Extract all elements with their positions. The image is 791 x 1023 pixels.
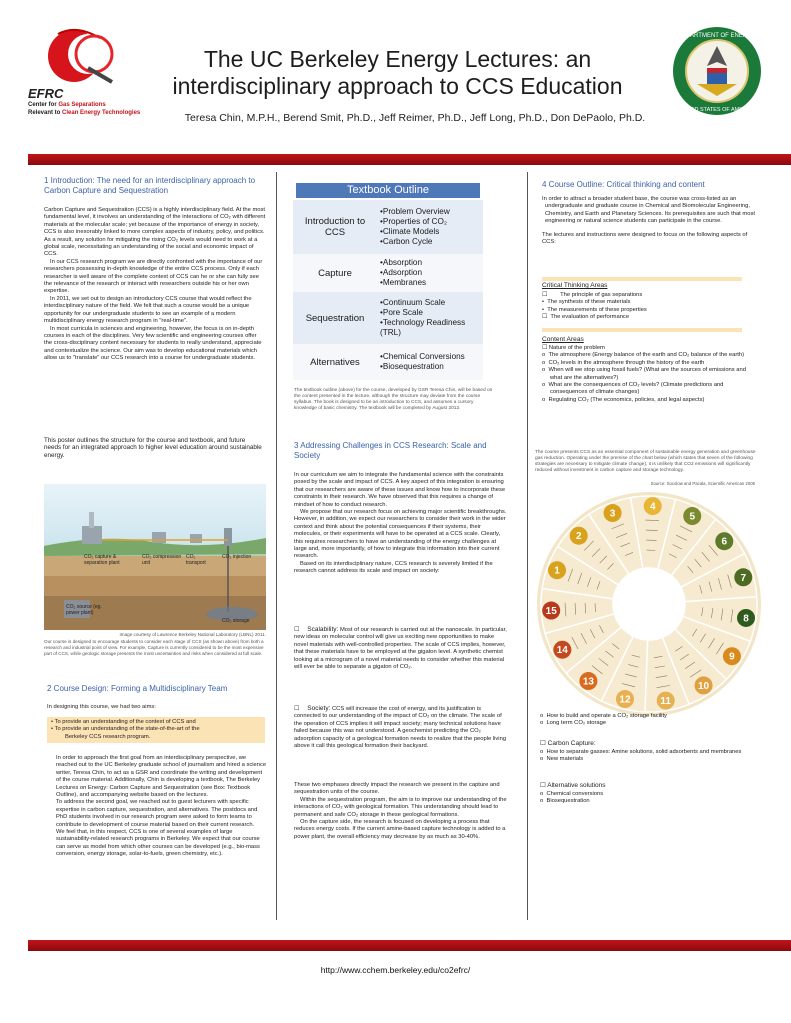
list-item: ☐ The principle of gas separations bbox=[542, 292, 643, 298]
content-areas-title: Content Areas bbox=[542, 336, 584, 343]
seal-text-top: DEPARTMENT OF ENERGY bbox=[678, 33, 756, 39]
section-1-title: 1 Introduction: The need for an interdisciplinary approach to Carbon Capture and Sequestration bbox=[44, 176, 256, 195]
list-item: o How to build and operate a CO₂ storage facility bbox=[540, 713, 667, 719]
wedge-number: 7 bbox=[740, 572, 747, 584]
table-row bbox=[293, 254, 483, 292]
table-category: Capture bbox=[293, 254, 377, 292]
diagram-label-storage: CO₂ storage bbox=[222, 618, 250, 624]
section-2-title: 2 Course Design: Forming a Multidisciplinary Team bbox=[47, 684, 228, 693]
diagram-credit: Image courtesy of Lawrence Berkeley National Laboratory (LBNL) 2011. bbox=[119, 632, 266, 637]
list-item: o Regulating CO₂ (The economics, policies, and legal aspects) bbox=[542, 396, 705, 403]
efrc-logo-text: EFRC bbox=[28, 86, 64, 101]
wedge-number: 11 bbox=[660, 696, 672, 708]
wedge-number: 8 bbox=[743, 613, 749, 625]
alternative-solutions-title: ☐ Alternative solutions bbox=[540, 782, 606, 789]
ccs-process-diagram bbox=[44, 484, 266, 630]
list-item: • The synthesis of these materials bbox=[542, 299, 631, 306]
storage-list bbox=[540, 713, 755, 728]
section-4-title: 4 Course Outline: Critical thinking and content bbox=[542, 180, 705, 189]
carbon-capture-list bbox=[540, 749, 755, 764]
textbook-outline-header: Textbook Outline bbox=[296, 183, 480, 198]
wedge-source: Source: Socolow and Pacala, Scientific American 2006 bbox=[650, 481, 755, 486]
wedge-number: 9 bbox=[729, 651, 735, 663]
top-red-bar bbox=[28, 154, 791, 165]
table-row bbox=[293, 200, 483, 254]
section-3-title: 3 Addressing Challenges in CCS Research: Scale and Society bbox=[294, 441, 487, 460]
stabilization-wedge-chart bbox=[535, 490, 763, 718]
table-items: •Chemical Conversions •Biosequestration bbox=[377, 344, 483, 380]
seal-text-bottom: UNITED STATES OF AMERICA bbox=[677, 107, 757, 113]
poster-authors: Teresa Chin, M.P.H., Berend Smit, Ph.D., Jeff Reimer, Ph.D., Jeff Long, Ph.D., Don DePaolo, Ph.D. bbox=[184, 112, 646, 124]
table-row bbox=[293, 292, 483, 344]
wedge-caption: The course presents CCS as an essential component of sustainable energy generation and greenhouse gas reduction. Operating under the premise of the chart below (which states that seven of the following strategies are necessary to mitigate climate change), it is unlikely that CO2 emissions will significantly reduced without investment in carbon capture and storage technology. bbox=[535, 450, 756, 473]
diagram-label-source: CO₂ source (eg. power plant) bbox=[66, 604, 102, 616]
wedge-number: 5 bbox=[689, 511, 696, 523]
content-areas-list bbox=[542, 345, 757, 404]
society-block: ☐ Society: CCS will increase the cost of energy, and its justification is connected to our understanding of the impact of CO₂ on the climate. The scale of the operation of CCS implies it will impact society; many technical solutions have failed because this was not understood. A geochemist predicting the CO₂ adsorption capacity of a geological formation needs to realize that the people living above it call this geological formation their backyard. bbox=[294, 705, 507, 750]
table-row bbox=[293, 344, 483, 380]
list-item: o New materials bbox=[540, 756, 584, 763]
diagram-label-capture: CO₂ capture & separation plant bbox=[84, 554, 120, 566]
list-item: o How to separate gasses: Amine solutions, solid adsorbents and membranes bbox=[540, 749, 742, 755]
wedge-number: 2 bbox=[575, 531, 582, 543]
footer-url[interactable]: http://www.cchem.berkeley.edu/co2efrc/ bbox=[320, 965, 471, 975]
wedge-number: 10 bbox=[697, 680, 710, 692]
doe-seal bbox=[672, 26, 762, 116]
wedge-number: 12 bbox=[619, 694, 631, 706]
alternative-solutions-list bbox=[540, 791, 755, 806]
scalability-block: ☐ Scalability: Most of our research is carried out at the nanoscale. In particular, new ideas on molecular control will give us exciting new opportunities to make novel materials with well-controlled properties. The scale of CCS implies, however, that these materials have to be employed at the gigaton level. A synthetic chemist looking at a microgram of a novel material needs to consider whether this material will ever be able to separate a gigaton of CO₂. bbox=[294, 626, 507, 671]
wedge-number: 13 bbox=[582, 676, 594, 688]
table-items: •Absorption •Adsorption •Membranes bbox=[377, 254, 483, 292]
section-2-body: In order to approach the first goal from an interdisciplinary perspective, we reached out to the UC Berkeley graduate school of journalism and hired a science writer, Teresa Chin, to act as a GSR and coordinate the writing and development of the course material. Additionally, Chin is developing a textbook, The Berkeley Lectures on Energy: Carbon Capture and Sequestration (see Box: Textbook Outline), and accompanying website based on the lectures. To address the second goal, we reached out to guest lecturers with specific expertise in carbon capture, sequestration, and alternatives. The postdocs and PhD students involved in our research program were asked to form teams to contribute to development of course material based on their current research. We feel that, in this respect, CCS is one of several examples of large sustainability-related research programs in Berkeley. We expect that our course can serve as model from which other courses can be developed (e.g., bio-mass conversion, energy storage, solar-to-fuels, green chemistry, etc.). bbox=[56, 755, 267, 858]
poster-title: The UC Berkeley Energy Lectures: an interdisciplinary approach to CCS Education bbox=[172, 46, 623, 99]
table-items: •Continuum Scale •Pore Scale •Technology Readiness (TRL) bbox=[377, 292, 483, 344]
section-1-summary: This poster outlines the structure for the course and textbook, and future needs for an integrated approach to higher level education around sustainable energy. bbox=[44, 437, 262, 459]
section-2-intro: In designing this course, we had two aims: bbox=[47, 704, 156, 710]
list-item: ☐ Nature of the problem bbox=[542, 345, 605, 351]
section-3-closing: These two emphases directly impact the research we present in the capture and sequestration units of the course. Within the sequestration program, the aim is to improve our understanding of the interactions of CO₂ with geological formation. This understanding should lead to permanent and safe CO₂ storage in these geological formations. On the capture side, the research is focused on developing a process that reduces energy costs. If the current amine-based capture technology is added to a power plant, the overall efficiency may decrease by as much as 30-40%. bbox=[294, 782, 507, 840]
table-category: Alternatives bbox=[293, 344, 377, 380]
wedge-number: 4 bbox=[649, 501, 656, 513]
table-category: Sequestration bbox=[293, 292, 377, 344]
table-items: •Problem Overview •Properties of CO₂ •Climate Models •Carbon Cycle bbox=[377, 200, 483, 254]
list-item: ☐ The evaluation of performance bbox=[542, 314, 630, 321]
table-category: Introduction to CCS bbox=[293, 200, 377, 254]
list-item: o CO₂ levels in the atmosphere through the history of the earth bbox=[542, 359, 705, 366]
list-item: o Long term CO₂ storage bbox=[540, 720, 607, 727]
section-2-aims: • To provide an understanding of the context of CCS and • To provide an understanding of the state-of-the-art of the Berkeley CCS research program. bbox=[47, 717, 265, 743]
critical-thinking-title: Critical Thinking Areas bbox=[542, 282, 608, 289]
list-item: o When will we stop using fossil fuels? (What are the sources of emissions and what are the alternatives?) bbox=[542, 367, 746, 381]
list-item: o Chemical conversions bbox=[540, 791, 604, 797]
section-3-body: In our curriculum we aim to integrate the fundamental science with the constraints posed by the scale and impact of CCS. A key aspect of this integration is ensuring that our researchers are aware of these issues and know how to incorporate these constraints in their research. We have observed that this requires a change of mindset of how to conduct research. We propose that our research focus on achieving major scientific breakthroughs. However, in addition, we expect our researchers to consider their work in the wider context and think about the potential consequences if their systems, their molecules, or their experiments will have to be operated at a CCS scale. Clearly, this requires researchers to have an understanding of the energy challenges at large and, more importantly, of how to integrate this information into their current research. Based on its interdisciplinary nature, CCS research is severely limited if the research cannot address its scale and impact on society: bbox=[294, 472, 507, 575]
list-item: o What are the consequences of CO₂ levels? (Climate predictions and consequences of climate changes) bbox=[542, 382, 724, 396]
list-item: o Biosequestration bbox=[540, 798, 590, 805]
column-divider-1 bbox=[276, 172, 277, 920]
diagram-caption: Our course is designed to encourage students to consider each stage of CCS (as shown above) from both a research and industrial point of view. For example, Capture is currently considered to be the most expensive part of CCS, while geologic storage presents the most uncertainties and risks when considered at full scale. bbox=[44, 639, 264, 656]
critical-thinking-list bbox=[542, 292, 757, 322]
diagram-label-transport: CO₂ transport bbox=[186, 554, 206, 566]
highlight-strip bbox=[542, 277, 742, 281]
list-item: o The atmosphere (Energy balance of the earth and CO₂ balance of the earth) bbox=[542, 352, 745, 359]
textbook-outline-table bbox=[293, 200, 483, 380]
diagram-label-injection: CO₂ injection bbox=[222, 554, 252, 560]
wedge-number: 3 bbox=[609, 508, 616, 520]
carbon-capture-title: ☐ Carbon Capture: bbox=[540, 740, 596, 747]
wedge-number: 14 bbox=[556, 645, 568, 657]
wedge-number: 1 bbox=[554, 565, 560, 577]
list-item: • The measurements of these properties bbox=[542, 306, 647, 313]
efrc-center-name: Center for Gas Separations Relevant to Clean Energy Technologies bbox=[28, 102, 141, 116]
column-divider-2 bbox=[527, 172, 528, 920]
section-4-body: In order to attract a broader student base, the course was cross-listed as an undergraduate and graduate course in Chemical and Biomolecular Engineering, Chemistry, and Earth and Planetary Sciences. Its prerequisites are such that most engineering or natural science students can participate in the course. The lectures and instructions were designed to focus on the following aspects of CCS: bbox=[542, 196, 755, 246]
table-caption: The textbook outline (above) for the course, developed by GSR Teresa Chin, will be based on the content presented in the lecture, although the structure may deviate from the course syllabus. The book is designed to be an introduction to CCS, and assumes a cursory knowledge of basic chemistry. The textbook will be completed by August 2012. bbox=[294, 388, 493, 411]
efrc-logo-mark bbox=[28, 26, 153, 88]
diagram-label-compression: CO₂ compression unit bbox=[142, 554, 182, 566]
section-1-body: Carbon Capture and Sequestration (CCS) is a highly interdisciplinary field. At the most fundamental level, it involves an understanding of the interactions of CO₂ with different materials at the molecular scale; yet because of the importance of energy in society, CCS is also inexorably linked to more complex aspects of industry, policy, and politics. As a result, any solution for mitigating the rising CO₂ levels would need to work at a global scale, necessitating an understanding of the social and economic impact of CCS. In our CCS research program we are directly confronted with the importance of our researchers possessing in-depth knowledge of the entire CCS process. Only if each researcher is well aware of the complete context of CCS can he or she can fully see the relevance of the research or interact with researchers outside his or her own expertise. In 2011, we set out to design an introductory CCS course that would reflect the interdisciplinary nature of the field. We felt that such a course would be a unique opportunity for our undergraduate students to see an example of a modern multidisciplinary energy research program in "real-time". In most curricula in sciences and engineering, however, the focus is on in-depth courses in each of the disciplines. Very few scientific and engineering courses offer the cross-disciplinary content necessary for students to really understand, appreciate and contextualize the science. Our aim was to develop educational materials which allow us to "translate" our CCS research into a course for undergraduate students. bbox=[44, 207, 266, 362]
efrc-logo bbox=[28, 26, 153, 121]
bottom-red-bar bbox=[28, 940, 791, 951]
wedge-number: 6 bbox=[721, 536, 728, 548]
highlight-strip bbox=[542, 328, 742, 332]
wedge-number: 15 bbox=[545, 606, 557, 618]
